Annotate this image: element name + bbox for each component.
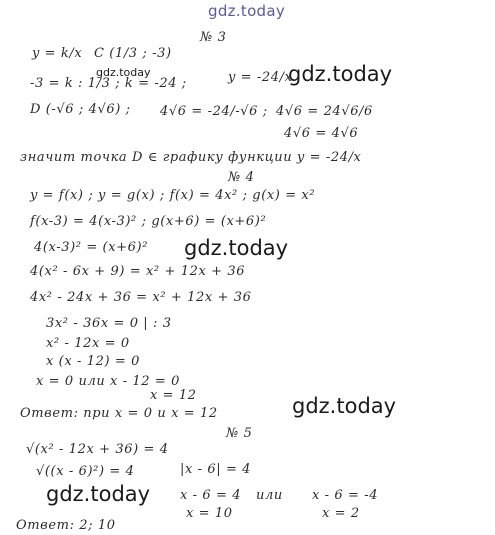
line-expand-1: 4(x² - 6x + 9) = x² + 12x + 36 xyxy=(30,264,246,279)
line-case-2: x - 6 = -4 xyxy=(312,488,379,503)
line-functions: y = f(x) ; y = g(x) ; f(x) = 4x² ; g(x) = x² xyxy=(30,188,316,203)
line-roots: x = 0 или x - 12 = 0 xyxy=(36,374,181,389)
line-conclusion-3: значит точка D ∈ графику функции y = -24/x xyxy=(20,150,362,165)
watermark-3: gdz.today xyxy=(292,394,397,418)
line-absolute-value: |x - 6| = 4 xyxy=(180,462,252,477)
line-solution-10: x = 10 xyxy=(186,506,233,521)
watermark-1: gdz.today xyxy=(288,62,393,86)
problem-number-4: № 4 xyxy=(228,170,255,185)
watermark-top: gdz.today xyxy=(208,2,286,20)
watermark-small: gdz.today xyxy=(96,66,151,79)
line-check-3: 4√6 = 4√6 xyxy=(284,126,359,141)
line-simplify: 3x² - 36x = 0 | : 3 xyxy=(46,316,172,331)
problem-number-3: № 3 xyxy=(200,30,227,45)
line-factor: x (x - 12) = 0 xyxy=(46,354,140,369)
problem-number-5: № 5 xyxy=(226,426,253,441)
line-root-12: x = 12 xyxy=(150,388,197,403)
line-quadratic: x² - 12x = 0 xyxy=(46,336,130,351)
line-check-1: 4√6 = -24/-√6 ; xyxy=(160,104,268,119)
line-answer-5: Ответ: 2; 10 xyxy=(16,518,116,533)
line-answer-4: Ответ: при x = 0 и x = 12 xyxy=(20,406,218,421)
line-point-d: D (-√6 ; 4√6) ; xyxy=(30,102,131,117)
line-or: или xyxy=(256,488,283,503)
watermark-4: gdz.today xyxy=(46,482,151,506)
line-solution-2: x = 2 xyxy=(322,506,360,521)
line-radical-equation: √(x² - 12x + 36) = 4 xyxy=(26,442,169,457)
line-check-2: 4√6 = 24√6/6 xyxy=(276,104,373,119)
line-expand-2: 4x² - 24x + 36 = x² + 12x + 36 xyxy=(30,290,252,305)
line-find-k: -3 = k : 1/3 ; k = -24 ; xyxy=(30,76,187,91)
line-function-result: y = -24/x xyxy=(228,70,293,85)
line-point-c: C (1/3 ; -3) xyxy=(94,46,172,61)
line-shifts: f(x-3) = 4(x-3)² ; g(x+6) = (x+6)² xyxy=(30,214,267,229)
watermark-2: gdz.today xyxy=(184,236,289,260)
line-equation: 4(x-3)² = (x+6)² xyxy=(34,240,148,255)
line-hyperbola-formula: y = k/x xyxy=(32,46,83,61)
line-radical-square: √((x - 6)²) = 4 xyxy=(36,464,135,479)
line-case-1: x - 6 = 4 xyxy=(180,488,242,503)
